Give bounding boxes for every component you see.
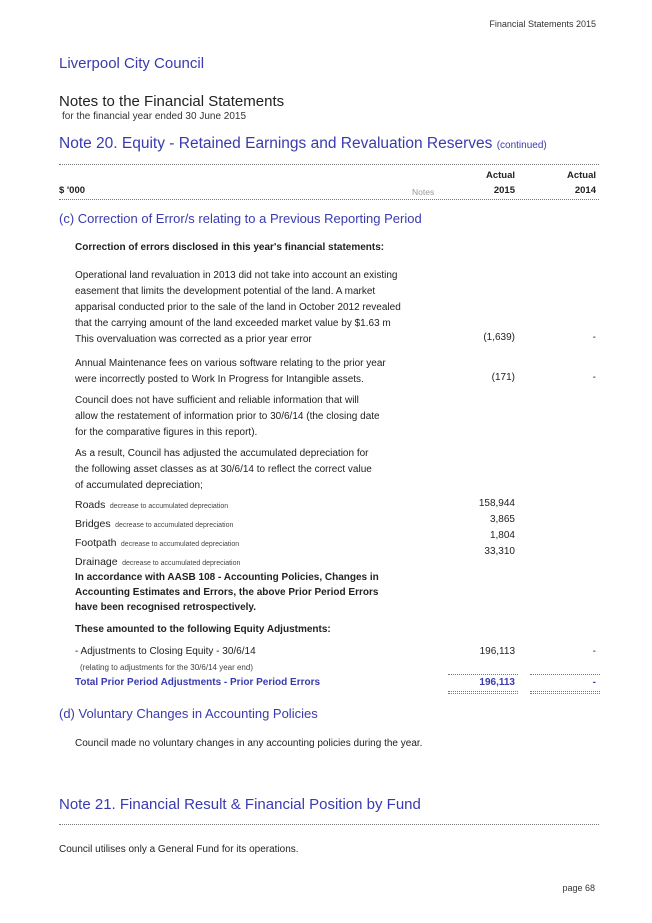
divider — [59, 824, 599, 825]
paragraph-line: Annual Maintenance fees on various software relating to the prior year — [75, 358, 386, 369]
land-revaluation-2015-value: (1,639) — [483, 332, 515, 343]
col-2015-header-year: 2015 — [493, 185, 515, 196]
paragraph-line: that the carrying amount of the land exceeded market value by $1.63 m — [75, 318, 391, 329]
currency-label: $ '000 — [59, 185, 86, 196]
paragraph-line: In accordance with AASB 108 - Accounting Policies, Changes in — [75, 572, 379, 583]
paragraph-accumulated-depreciation — [75, 446, 435, 494]
paragraph-line: easement that limits the development potential of the land. A market — [75, 286, 376, 297]
paragraph-line: the following asset classes as at 30/6/14 to reflect the correct value — [75, 464, 372, 475]
paragraph-line: were incorrectly posted to Work In Progress for Intangible assets. — [75, 374, 364, 385]
paragraph-land-revaluation — [75, 268, 435, 348]
asset-row: Bridges decrease to accumulated depreciation — [75, 518, 234, 530]
software-fees-2014-value: - — [592, 372, 596, 383]
paragraph-software-fees — [75, 356, 435, 388]
page-number: page 68 — [562, 883, 595, 893]
paragraph-line: This overvaluation was corrected as a prior year error — [75, 334, 312, 345]
note-21-text: Council utilises only a General Fund for its operations. — [59, 844, 299, 855]
software-fees-2015-value: (171) — [491, 372, 515, 383]
paragraph-line: Operational land revaluation in 2013 did not take into account an existing — [75, 270, 398, 281]
header-document-title: Financial Statements 2015 — [489, 19, 596, 29]
equity-adjustments-heading: These amounted to the following Equity Adjustments: — [75, 624, 331, 635]
aasb-108-statement — [75, 570, 379, 615]
divider — [59, 164, 599, 165]
section-c-subheading: Correction of errors disclosed in this year's financial statements: — [75, 242, 385, 253]
adjustment-2015-value: 196,113 — [479, 646, 515, 657]
paragraph-line: of accumulated depreciation; — [75, 480, 203, 491]
total-rule-2015 — [448, 674, 518, 675]
total-double-rule-2015 — [448, 691, 518, 692]
col-2014-header-year: 2014 — [574, 185, 596, 196]
col-2014-header-top: Actual — [566, 170, 596, 181]
note-20-title-text: Note 20. Equity - Retained Earnings and Revaluation Reserves — [59, 135, 493, 152]
paragraph-insufficient-information — [75, 393, 435, 441]
paragraph-line: apparisal conducted prior to the sale of the land in October 2012 revealed — [75, 302, 401, 313]
paragraph-line: for the comparative figures in this report). — [75, 427, 258, 438]
paragraph-line: Council does not have sufficient and reliable information that will — [75, 395, 359, 406]
paragraph-line: allow the restatement of information prior to 30/6/14 (the closing date — [75, 411, 380, 422]
asset-value: 3,865 — [489, 514, 515, 525]
asset-value: 33,310 — [484, 546, 515, 557]
col-2015-header-top: Actual — [485, 170, 515, 181]
divider — [59, 199, 599, 200]
section-d-text: Council made no voluntary changes in any accounting policies during the year. — [75, 738, 423, 749]
note-21-title: Note 21. Financial Result & Financial Position by Fund — [59, 796, 421, 813]
asset-row: Roads decrease to accumulated depreciation — [75, 499, 229, 511]
asset-values — [479, 496, 515, 560]
adjustment-note: (relating to adjustments for the 30/6/14 year end) — [80, 663, 253, 672]
asset-adjustments-list — [75, 496, 240, 572]
total-prior-period-2014-value: - — [592, 677, 596, 688]
note-20-continued: (continued) — [496, 140, 547, 151]
land-revaluation-2014-value: - — [592, 332, 596, 343]
asset-value: 158,944 — [478, 498, 515, 509]
asset-value: 1,804 — [489, 530, 515, 541]
paragraph-line: Accounting Estimates and Errors, the above Prior Period Errors — [75, 587, 379, 598]
notes-column-label: Notes — [412, 187, 435, 197]
section-d-title: (d) Voluntary Changes in Accounting Policies — [59, 706, 318, 721]
asset-row: Footpath decrease to accumulated depreciation — [75, 537, 240, 549]
council-name: Liverpool City Council — [59, 55, 205, 72]
notes-title: Notes to the Financial Statements — [59, 93, 285, 110]
total-prior-period-label: Total Prior Period Adjustments - Prior Period Errors — [75, 677, 321, 688]
total-double-rule-2014 — [530, 693, 600, 694]
total-prior-period-2015-value: 196,113 — [479, 677, 515, 688]
total-double-rule-2015 — [448, 693, 518, 694]
paragraph-line: As a result, Council has adjusted the accumulated depreciation for — [75, 448, 369, 459]
note-20-title — [59, 135, 547, 153]
notes-subtitle: for the financial year ended 30 June 2015 — [62, 111, 247, 122]
asset-row: Drainage decrease to accumulated depreciation — [75, 556, 241, 568]
section-c-title: (c) Correction of Error/s relating to a Previous Reporting Period — [59, 211, 422, 226]
adjustment-2014-value: - — [592, 646, 596, 657]
total-double-rule-2014 — [530, 691, 600, 692]
paragraph-line: have been recognised retrospectively. — [75, 602, 257, 613]
adjustment-label: - Adjustments to Closing Equity - 30/6/14 — [75, 646, 256, 657]
total-rule-2014 — [530, 674, 600, 675]
